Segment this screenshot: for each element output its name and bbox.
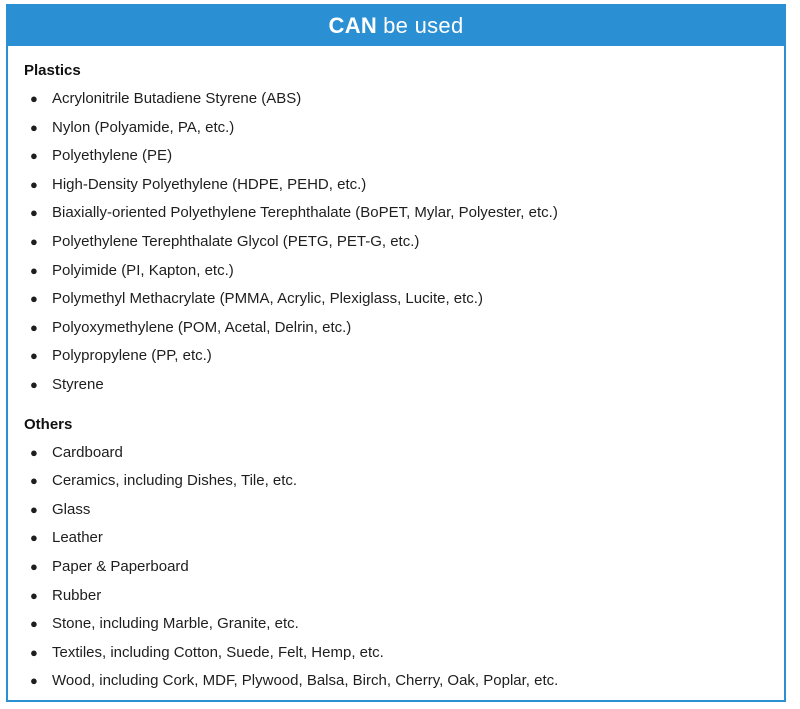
bullet-icon: ● [30,205,38,221]
bullet-icon: ● [30,444,38,460]
bullet-icon: ● [30,530,38,546]
list-item-text: Stone, including Marble, Granite, etc. [52,615,299,633]
header-text: be used [383,13,464,38]
list-item-text: Acrylonitrile Butadiene Styrene (ABS) [52,90,302,107]
list-item-text: Wood, including Cork, MDF, Plywood, Balsa, Birch, Cherry, Oak, Poplar, etc. [52,672,559,690]
header-emphasis: CAN [328,13,378,38]
list-item-text: Nylon (Polyamide, PA, etc.) [52,118,235,136]
bullet-icon: ● [30,233,38,249]
bullet-icon: ● [30,501,38,517]
list-item [24,439,784,468]
section-title-others: Others [24,415,73,433]
list-item-text: Polyethylene Terephthalate Glycol (PETG, PET-G, etc.) [52,232,420,250]
list-item [24,199,784,228]
plastics-list [24,85,784,400]
bullet-icon: ● [30,376,38,392]
list-item [24,114,784,143]
list-item [24,639,784,668]
list-item [24,342,784,371]
bullet-icon: ● [30,348,38,364]
list-item [24,142,784,171]
list-item-text: Polypropylene (PP, etc.) [52,347,212,365]
panel-content [8,46,784,696]
list-item [24,257,784,286]
list-item [24,524,784,553]
panel-header [8,6,784,46]
list-item-text: Rubber [52,586,102,604]
list-item [24,171,784,200]
list-item-text: Polyoxymethylene (POM, Acetal, Delrin, etc.) [52,318,352,336]
list-item [24,285,784,314]
section-title-plastics: Plastics [24,62,81,79]
list-item-text: High-Density Polyethylene (HDPE, PEHD, etc.) [52,175,367,193]
bullet-icon: ● [30,644,38,660]
list-item-text: Polymethyl Methacrylate (PMMA, Acrylic, Plexiglass, Lucite, etc.) [52,290,483,308]
bullet-icon: ● [30,148,38,164]
list-item-text: Textiles, including Cotton, Suede, Felt, Hemp, etc. [52,643,384,661]
list-item [24,610,784,639]
list-item [24,496,784,525]
list-item-text: Glass [52,500,91,518]
bullet-icon: ● [30,558,38,574]
bullet-icon: ● [30,319,38,335]
bullet-icon: ● [30,91,38,106]
list-item [24,228,784,257]
list-item-text: Styrene [52,375,104,393]
bullet-icon: ● [30,176,38,192]
list-item-text: Cardboard [52,443,123,461]
list-item [24,467,784,496]
can-be-used-panel [6,4,786,702]
bullet-icon: ● [30,119,38,135]
list-item [24,582,784,611]
bullet-icon: ● [30,291,38,307]
list-item-text: Polyethylene (PE) [52,147,173,165]
bullet-icon: ● [30,587,38,603]
bullet-icon: ● [30,673,38,689]
list-item [24,667,784,696]
list-item-text: Biaxially-oriented Polyethylene Terephthalate (BoPET, Mylar, Polyester, etc.) [52,204,558,222]
list-item [24,314,784,343]
list-item [24,85,784,114]
bullet-icon: ● [30,262,38,278]
list-item [24,371,784,400]
list-item-text: Leather [52,529,103,547]
list-item-text: Ceramics, including Dishes, Tile, etc. [52,472,298,490]
bullet-icon: ● [30,616,38,632]
list-item [24,553,784,582]
list-item-text: Polyimide (PI, Kapton, etc.) [52,261,234,279]
others-list [24,439,784,696]
bullet-icon: ● [30,473,38,489]
list-item-text: Paper & Paperboard [52,557,189,575]
